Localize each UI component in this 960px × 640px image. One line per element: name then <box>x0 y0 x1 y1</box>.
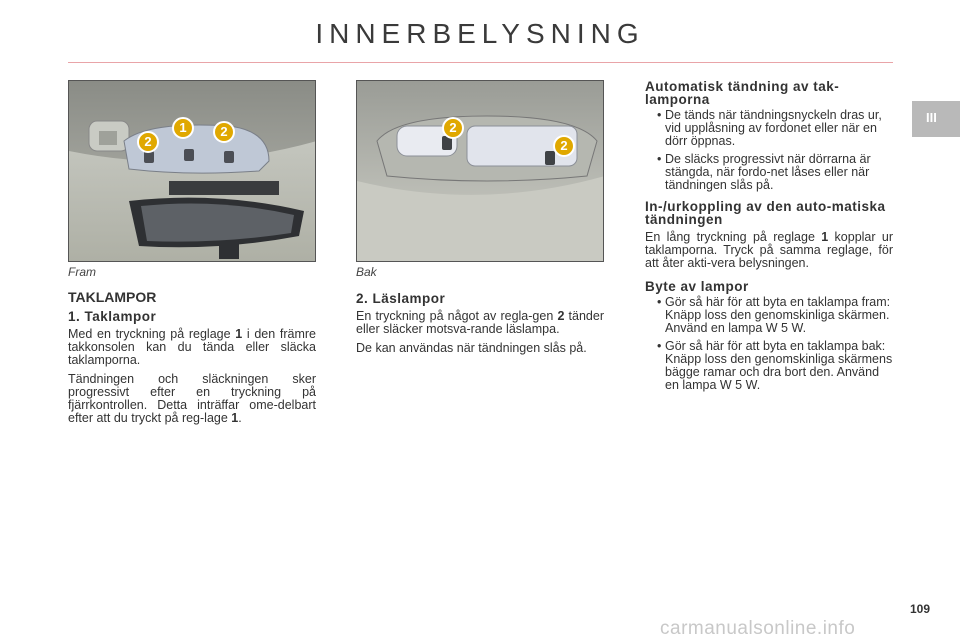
front-callout-2a <box>137 131 159 153</box>
watermark: carmanualsonline.info <box>660 618 856 639</box>
chapter-number: III <box>926 110 937 125</box>
front-ceiling-photo <box>68 80 316 262</box>
paragraph-laslampor-2: De kan användas när tändningen slås på. <box>356 341 587 355</box>
subheading-laslampor: 2. Läslampor <box>356 291 446 306</box>
rear-callout-2b-label: 2 <box>560 138 568 153</box>
paragraph-taklampor-1 <box>68 328 316 367</box>
chapter-tab <box>912 101 960 137</box>
change-list <box>657 296 893 392</box>
paragraph-in-urkoppling <box>645 231 893 270</box>
auto-list <box>657 109 893 192</box>
p3-text-end: tänder eller släcker motsva-rande läslampa. <box>356 309 604 336</box>
heading-in-urkoppling: In-/urkoppling av den auto-matiska tändningen <box>645 199 886 227</box>
p1-ref: 1 <box>235 327 243 341</box>
left-column <box>68 291 316 431</box>
p2-text-end: . <box>238 411 242 425</box>
p3-text-start: En tryckning på något av regla-gen <box>356 309 558 323</box>
front-callout-2a-label: 2 <box>144 134 152 149</box>
rear-photo-caption: Bak <box>356 265 377 279</box>
section-heading-taklampor: TAKLAMPOR <box>68 289 157 305</box>
list-item: • Gör så här för att byta en taklampa fram: Knäpp loss den genomskinliga skärmen. Använd en lampa W 5 W. <box>657 296 893 335</box>
middle-column <box>356 292 604 361</box>
p1-text-start: Med en tryckning på reglage <box>68 327 236 341</box>
list-item: • De tänds när tändningsnyckeln dras ur, vid upplåsning av fordonet eller när en dörr öppnas. <box>657 109 893 148</box>
list-item: • Gör så här för att byta en taklampa bak: Knäpp loss den genomskinliga skärmens bägge ramar och dra bort den. Använd en lampa W 5 W. <box>657 340 893 392</box>
p2-text-start: Tändningen och släckningen sker progressivt efter en tryckning på fjärrkontrollen. Detta inträffar ome-delbart efter att du tryckt på reg-lage <box>68 372 316 425</box>
front-callout-2b-label: 2 <box>220 124 228 139</box>
front-callout-1 <box>172 117 194 139</box>
heading-automatisk-tandning: Automatisk tändning av tak-lamporna <box>645 79 840 107</box>
list-item: • De släcks progressivt när dörrarna är stängda, när fordo-net låses eller när tändningen slås på. <box>657 153 893 192</box>
onoff-ref: 1 <box>821 230 829 244</box>
front-callout-2b <box>213 121 235 143</box>
p1-text-end: i den främre takkonsolen kan du tända eller släcka taklamporna. <box>68 327 316 367</box>
onoff-text-end: kopplar ur taklamporna. Tryck på samma reglage, för att åter akti-vera belysningen. <box>645 230 893 270</box>
rear-callout-2a-label: 2 <box>449 120 457 135</box>
page-number: 109 <box>910 602 931 616</box>
subheading-taklampor: 1. Taklampor <box>68 309 157 324</box>
front-callout-1-label: 1 <box>179 120 187 135</box>
p3-ref: 2 <box>557 309 565 323</box>
rear-callout-2b <box>553 135 575 157</box>
rear-callout-2a <box>442 117 464 139</box>
front-photo-caption: Fram <box>68 265 96 279</box>
paragraph-taklampor-2 <box>68 373 316 425</box>
right-column <box>645 80 893 397</box>
page-title: INNERBELYSNING <box>315 18 645 49</box>
heading-byte-av-lampor: Byte av lampor <box>645 279 749 294</box>
p2-ref: 1 <box>231 411 239 425</box>
title-divider <box>68 62 893 63</box>
rear-ceiling-photo <box>356 80 604 262</box>
paragraph-laslampor-1 <box>356 310 604 336</box>
onoff-text-start: En lång tryckning på reglage <box>645 230 822 244</box>
